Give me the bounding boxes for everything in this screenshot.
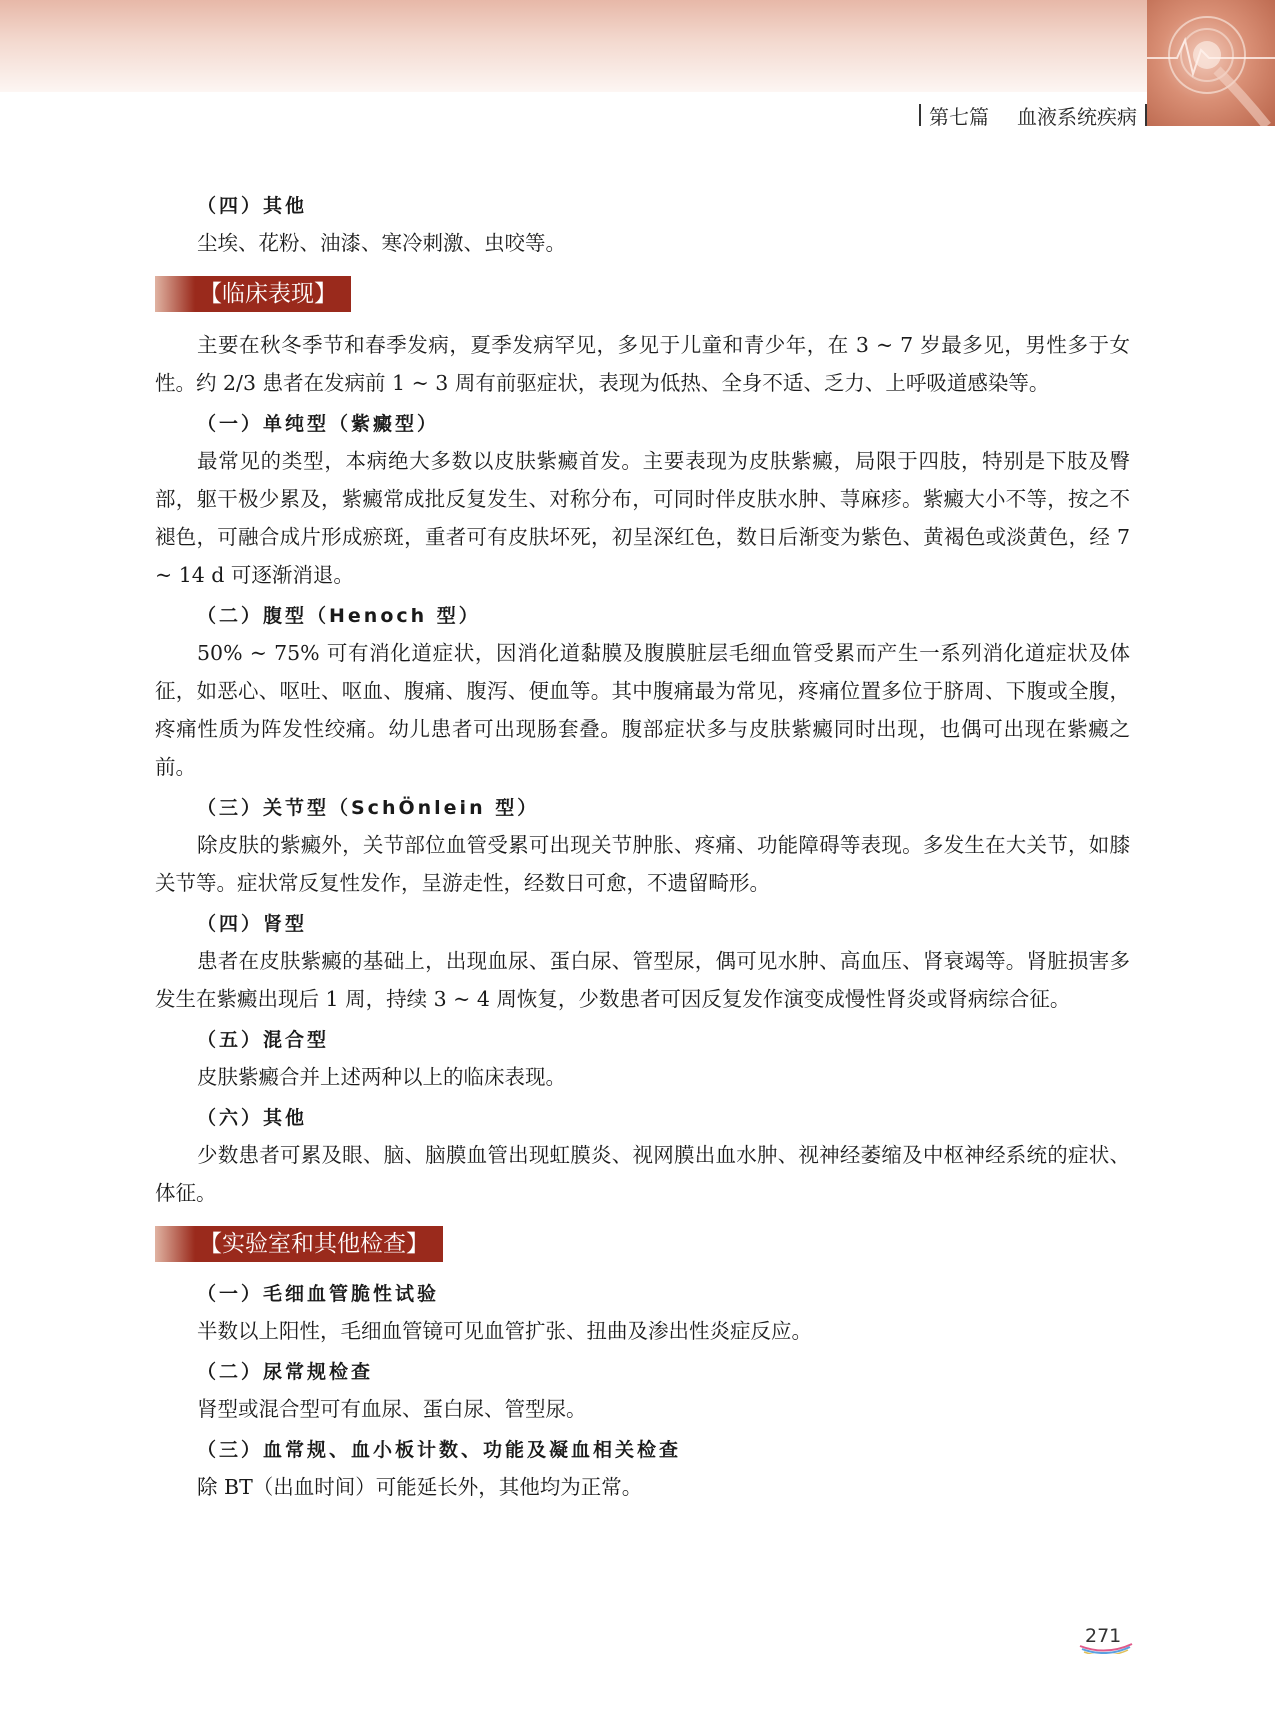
- subheading: （三）关节型（SchÖnlein 型）: [197, 797, 540, 819]
- paragraph: 除皮肤的紫癜外，关节部位血管受累可出现关节肿胀、疼痛、功能障碍等表现。多发生在大关节，如膝关节等。症状常反复性发作，呈游走性，经数日可愈，不遗留畸形。: [155, 833, 1130, 895]
- header-part: 第七篇: [929, 104, 989, 129]
- paragraph: 50% ~ 75% 可有消化道症状，因消化道黏膜及腹膜脏层毛细血管受累而产生一系列消化道症状及体征，如恶心、呕吐、呕血、腹痛、腹泻、便血等。其中腹痛最为常见，疼痛位置多位于脐周、下腹或全腹，疼痛性质为阵发性绞痛。幼儿患者可出现肠套叠。腹部症状多与皮肤紫癜同时出现，也偶可出现在紫癜之前。: [155, 641, 1130, 779]
- section-heading-lab: 【实验室和其他检查】: [155, 1226, 443, 1262]
- section-heading-clinical: 【临床表现】: [155, 276, 351, 312]
- header-divider: [919, 104, 921, 126]
- paragraph: 最常见的类型，本病绝大多数以皮肤紫癜首发。主要表现为皮肤紫癜，局限于四肢，特别是下肢及臀部，躯干极少累及，紫癜常成批反复发生、对称分布，可同时伴皮肤水肿、荨麻疹。紫癜大小不等，按之不褪色，可融合成片形成瘀斑，重者可有皮肤坏死，初呈深红色，数日后渐变为紫色、黄褐色或淡黄色，经 7 ~ 14 d 可逐渐消退。: [155, 449, 1130, 587]
- paragraph: 患者在皮肤紫癜的基础上，出现血尿、蛋白尿、管型尿，偶可见水肿、高血压、肾衰竭等。肾脏损害多发生在紫癜出现后 1 周，持续 3 ~ 4 周恢复，少数患者可因反复发作演变成慢性肾炎或肾病综合征。: [155, 949, 1130, 1011]
- paragraph: 除 BT（出血时间）可能延长外，其他均为正常。: [197, 1475, 643, 1499]
- paragraph: 半数以上阳性，毛细血管镜可见血管扩张、扭曲及渗出性炎症反应。: [197, 1319, 812, 1343]
- paragraph: 肾型或混合型可有血尿、蛋白尿、管型尿。: [197, 1397, 587, 1421]
- subheading: （一）毛细血管脆性试验: [197, 1283, 440, 1305]
- subheading: （三）血常规、血小板计数、功能及凝血相关检查: [197, 1439, 682, 1461]
- page-number-swoosh-icon: [1078, 1640, 1134, 1654]
- stethoscope-heart-icon: [1147, 0, 1275, 126]
- paragraph: 少数患者可累及眼、脑、脑膜血管出现虹膜炎、视网膜出血水肿、视神经萎缩及中枢神经系统的症状、体征。: [155, 1143, 1130, 1205]
- paragraph: 尘埃、花粉、油漆、寒冷刺激、虫咬等。: [197, 231, 566, 255]
- paragraph: 主要在秋冬季节和春季发病，夏季发病罕见，多见于儿童和青少年，在 3 ~ 7 岁最多见，男性多于女性。约 2/3 患者在发病前 1 ~ 3 周有前驱症状，表现为低热、全身不适、乏力、上呼吸道感染等。: [155, 333, 1130, 395]
- subheading: （四）肾型: [197, 913, 308, 935]
- subheading: （六）其他: [197, 1107, 308, 1129]
- header-band: [0, 0, 1275, 92]
- page-number: 271: [1085, 1625, 1122, 1647]
- running-header: [919, 102, 1147, 128]
- header-divider: [1145, 104, 1147, 126]
- page-body: [155, 188, 1130, 1510]
- subheading: （一）单纯型（紫癜型）: [197, 413, 440, 435]
- paragraph: 皮肤紫癜合并上述两种以上的临床表现。: [197, 1065, 566, 1089]
- header-title: 血液系统疾病: [1017, 104, 1137, 129]
- subheading: （二）腹型（Henoch 型）: [197, 605, 481, 627]
- subheading: （四）其他: [197, 195, 308, 217]
- subheading: （二）尿常规检查: [197, 1361, 374, 1383]
- subheading: （五）混合型: [197, 1029, 330, 1051]
